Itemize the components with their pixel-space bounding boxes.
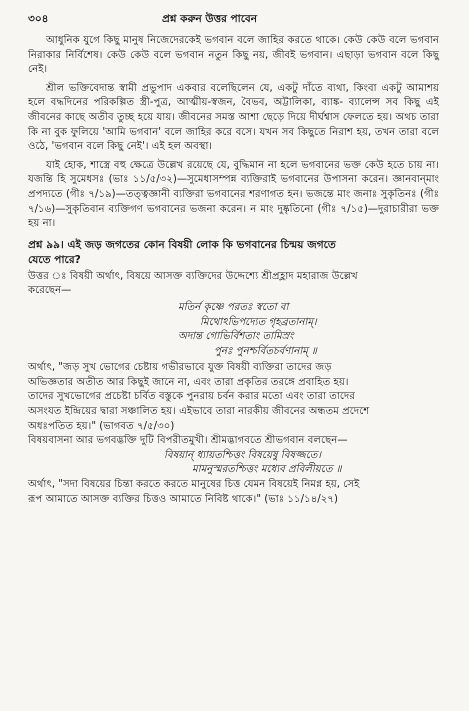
text-line: আধুনিক যুগে কিছু মানুষ নিজেদেরকেই ভগবান বলে জাহির করতে থাকে। কেউ <box>46 35 367 46</box>
verse-block-1 <box>28 301 439 359</box>
text-line: অসংযত ইন্দ্রিয়ের দ্বারা সঞ্চালিত হয়। এইভাবে তারা নারকীয় জীবনের অন্ধতম প্রদেশে <box>28 406 370 418</box>
text-line: বলে জাহির করে বসে। যখন সব কিছুতে নিরাশ হয়, তখন তারা বলে ওঠে, 'ভগবান <box>28 126 439 153</box>
question-line: যেতে পারে? <box>28 253 81 266</box>
text-line: রূপ আমাতে আসক্ত ব্যক্তির চিত্তও আমাতে নিবিষ্ট থাকে।" (ভাঃ ১১/১৪/২৭) <box>28 493 338 505</box>
paragraph-4 <box>28 361 439 434</box>
verse-block-2 <box>28 449 439 478</box>
text-line: অধঃপতিত হয়।" (ভাগবত ৭/৫/৩০) <box>28 420 175 432</box>
question-line: প্রশ্ন ৯৯। এই জড় জগতের কোন বিষয়ী লোক কি ভগবানের চিন্ময় জগতে <box>28 238 336 251</box>
text-line: ভগবানের উপাসনা করেন। জ্ঞানবান্‌মাং প্রপদ্যতে (গীঃ ৭/১৯)—তত্ত্বজ্ঞানী ব্যক্তিরা <box>28 174 439 200</box>
paragraph-5 <box>28 434 439 449</box>
text-line: একটু আমাশয় হলে বদ্ধদিনের পরিকল্পিত স্ত্রী-পুত্র, আত্মীয়-স্বজন, বৈভব, অট্টালিকা, ব্যাঙ্ক- <box>28 82 439 109</box>
paragraph-2 <box>28 82 439 155</box>
text-line: কেউ বলে ভগবান নিরাকার নির্বিশেষ। কেউ কেউ বলে ভগবান নতুন কিছু নয়, জীবই <box>28 35 440 61</box>
text-line: অভিজ্ঞতার অতীত আর কিছুই জানে না, এবং তারা প্রকৃতির তরঙ্গে প্রবাহিত হয়। <box>28 376 349 388</box>
text-line: কেউ হতে চায় না। যজন্তি হি সুমেধসঃ (ভাঃ ১১/৫/৩২)—সুমেধাসম্পন্ন ব্যক্তিরাই <box>28 159 439 186</box>
text-line: বিষয়বাসনা আর ভগবদ্ভক্তি দুটি বিপরীতমুখী। শ্রীমদ্ভাগবতে শ্রীভগবান বলছেন— <box>28 435 348 447</box>
text-line: শ্রীল ভক্তিবেদান্ত স্বামী প্রভুপাদ একবার বলেছিলেন যে, একটু দাঁতে ব্যথা, কিংবা <box>46 82 382 94</box>
paragraph-6 <box>28 478 439 507</box>
verse-line: মিথোঽভিপদ্যেত গৃহব্রতানাম্‌। <box>200 316 317 328</box>
text-line: ছেড়ে দিয়ে দীর্ঘশ্বাস ফেলতে হয়। অথচ তারা কি না বুক ফুলিয়ে 'আমি ভগবান' <box>28 111 439 138</box>
running-title: প্রশ্ন করুন উত্তর পাবেন <box>162 13 258 25</box>
text-line: অর্থাৎ, "সদা বিষয়ের চিন্তা করতে করতে মানুষের চিত্ত যেমন বিষয়েই নিমগ্ন হয়, সেই <box>28 479 360 491</box>
answer-intro <box>28 270 439 299</box>
question-heading <box>28 238 439 268</box>
verse-line: মামনুস্মরতশ্চিত্তং মধ্যেব প্রবিলীয়তে ॥ <box>192 464 342 476</box>
text-line: ব্যক্তিগণ ভগবানের ভজনা করেন। ন মাং দুষ্কৃতিনো (গীঃ ৭/১৫)—দুরাচারীরা ভক্ত <box>108 203 439 215</box>
verse-line: অদান্ত গোভির্বিশতাং তামিস্রং <box>178 331 294 343</box>
paragraph-1 <box>28 34 439 78</box>
page-number: ৩০৪ <box>28 13 49 25</box>
verse-line: বিষয়ান্‌ ধ্যায়তশ্চিত্তং বিষয়েষু বিষজ্জতে। <box>164 449 322 461</box>
text-line: যাই হোক, শাস্ত্রে বহু ক্ষেত্রে উল্লেখ রয়েছে যে, বুদ্ধিমান না হলে ভগবানের ভক্ত <box>46 159 365 171</box>
text-line: ভগবান। এছাড়া ভগবান বলে কিছু নেই। <box>28 49 439 76</box>
text-line: তাদের সুখভোগের প্রচেষ্টা চর্বিত বস্তুকে পুনরায় চর্বন করার মতো এবং তারা তাদের <box>28 391 355 403</box>
verse-line: পুনঃ পুনশ্চর্বিতচর্বণানাম্‌ ॥ <box>214 345 317 357</box>
text-line: ব্যালেন্স সব কিছু এই জীবনের কাছে অতীব তুচ্ছ হয়ে যায়। জীবনের সমস্ত আশা <box>28 97 439 123</box>
text-line: ভগবানের শরণাগত হন। ভজন্তে মাং জনাঃ সুকৃতিনঃ (গীঃ ৭/১৬)—সুকৃতিবান <box>28 188 439 215</box>
text-line: উত্তর ঃ বিষয়ী অর্থাৎ, বিষয়ে আসক্ত ব্যক্তিদের উদ্দেশ্যে শ্রীপ্রহ্লাদ মহারাজ উল্লেখ <box>28 270 358 282</box>
text-line: করেছেন— <box>28 285 72 297</box>
text-line: বলে কিছু নেই'। এই হল অবস্থা। <box>86 141 213 153</box>
text-line: অর্থাৎ, "জড় সুখ ভোগের চেষ্টায় গভীরভাবে যুক্ত বিষয়ী ব্যক্তিরা তাদের জড় <box>28 362 332 374</box>
text-line: হয় না। <box>28 218 56 230</box>
verse-line: মতির্ন কৃষ্ণে পরতঃ স্বতো বা <box>178 301 289 313</box>
page-header <box>28 12 439 34</box>
paragraph-3 <box>28 159 439 232</box>
